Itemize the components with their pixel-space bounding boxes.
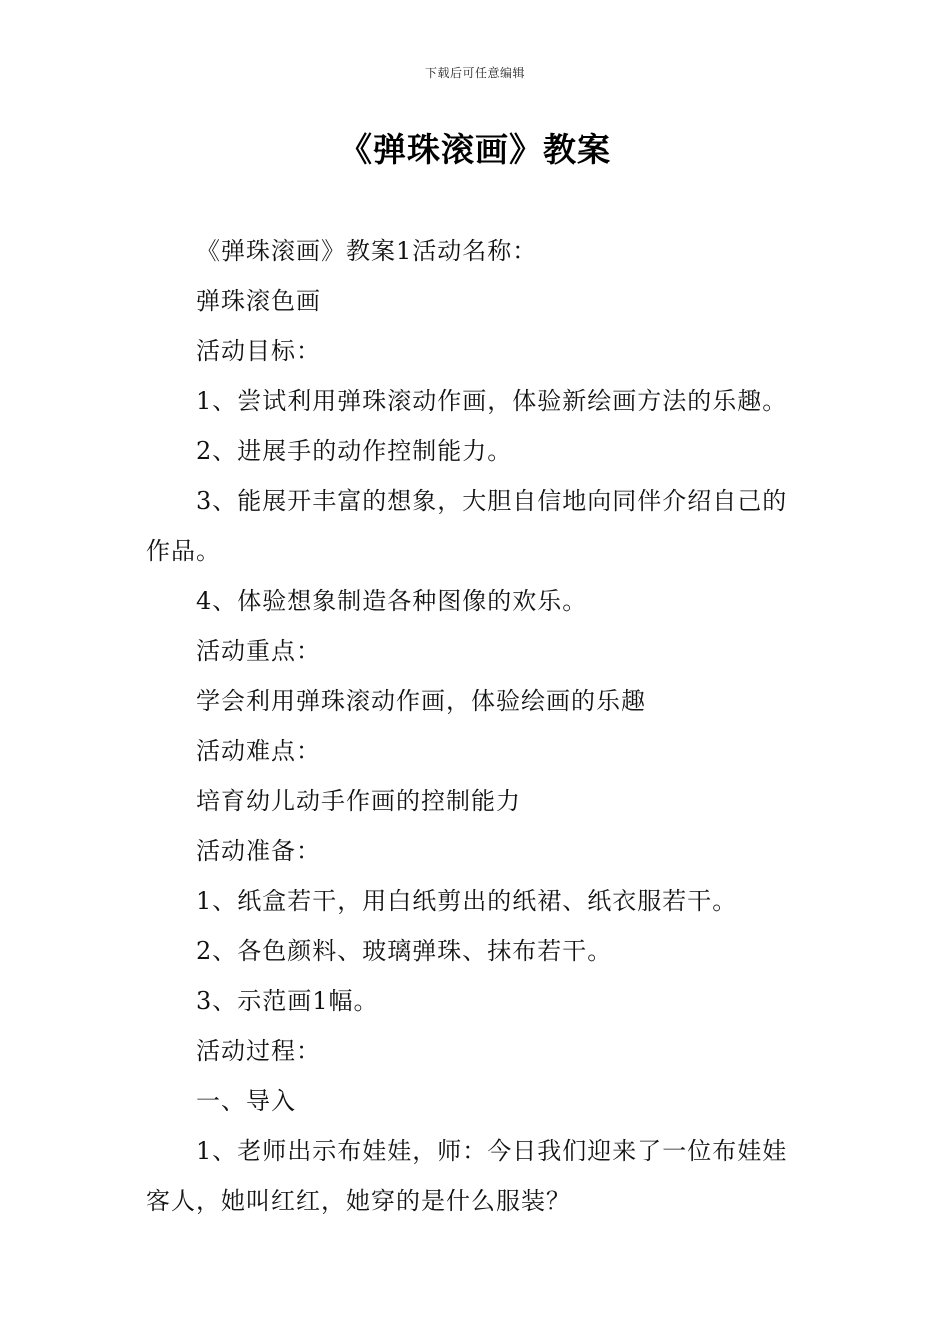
paragraph: 1、尝试利用弹珠滚动作画，体验新绘画方法的乐趣。 [196, 387, 788, 415]
header-note: 下载后可任意编辑 [424, 66, 525, 80]
paragraph: 弹珠滚色画 [196, 287, 321, 315]
document-title: 《弹珠滚画》教案 [339, 130, 611, 169]
document-body [146, 226, 808, 1226]
paragraph: 《弹珠滚画》教案1活动名称： [196, 237, 538, 265]
paragraph: 2、进展手的动作控制能力。 [196, 437, 513, 465]
paragraph: 学会利用弹珠滚动作画，体验绘画的乐趣 [196, 687, 646, 715]
paragraph: 1、老师出示布娃娃，师：今日我们迎来了一位布娃娃客人，她叫红红，她穿的是什么服装？ [146, 1137, 788, 1215]
paragraph: 一、导入 [196, 1087, 296, 1115]
paragraph: 活动准备： [196, 837, 321, 865]
paragraph: 1、纸盒若干，用白纸剪出的纸裙、纸衣服若干。 [196, 887, 738, 915]
paragraph: 4、体验想象制造各种图像的欢乐。 [196, 587, 588, 615]
paragraph: 活动过程： [196, 1037, 321, 1065]
paragraph: 活动重点： [196, 637, 321, 665]
paragraph: 3、能展开丰富的想象，大胆自信地向同伴介绍自己的作品。 [146, 487, 788, 565]
paragraph: 培育幼儿动手作画的控制能力 [196, 787, 521, 815]
paragraph: 2、各色颜料、玻璃弹珠、抹布若干。 [196, 937, 613, 965]
paragraph: 活动目标： [196, 337, 321, 365]
paragraph: 活动难点： [196, 737, 321, 765]
paragraph: 3、示范画1幅。 [196, 987, 379, 1015]
